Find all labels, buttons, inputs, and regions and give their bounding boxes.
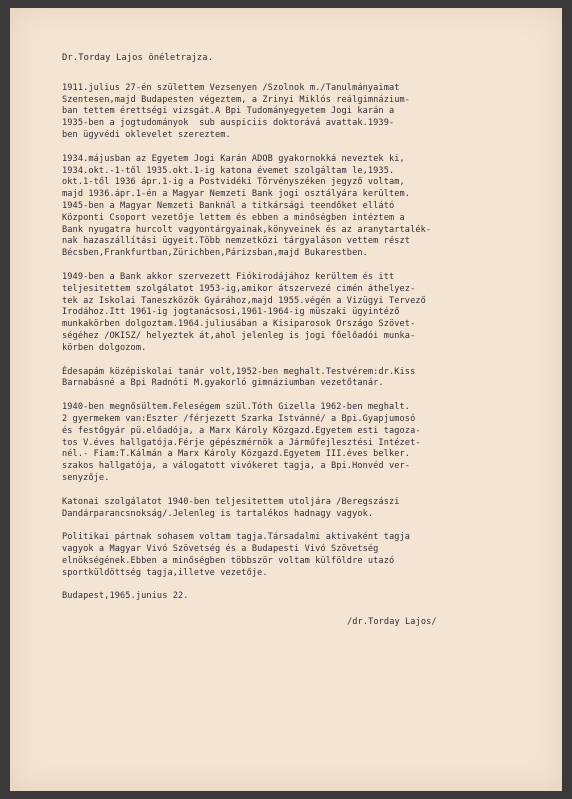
signature: /dr.Torday Lajos/ — [347, 617, 437, 628]
text-line: 1945-ben a Magyar Nemzeti Banknál a titkársági teendőket ellátó — [62, 200, 395, 211]
typewritten-document — [62, 53, 532, 629]
text-line: senyzője. — [62, 472, 110, 483]
text-line: Politikai pártnak sohasem voltam tagja.Társadalmi aktivaként tagja — [62, 532, 411, 543]
text-line: Barnabásné a Bpi Radnóti M.gyakorló gimnáziumban vezetőtanár. — [62, 378, 384, 389]
document-body — [62, 83, 532, 580]
text-line: ségéhez /OKISZ/ helyeztek át,ahol jelenleg is jogi főelőadói munka- — [62, 330, 416, 341]
text-line: 1911.julius 27-én születtem Vezsenyen /Szolnok m./Tanulmányaimat — [62, 82, 400, 93]
paragraph — [62, 272, 532, 355]
text-line: vagyok a Magyar Vivó Szövetség és a Budapesti Vivó Szövetség — [62, 544, 379, 555]
paragraph — [62, 154, 532, 260]
text-line: Központi Csoport vezetője lettem és ebben a minőségben intéztem a — [62, 212, 405, 223]
text-line: Irodához.Itt 1961-ig jogtanácsosi,1961-1964-ig müszaki ügyintéző — [62, 307, 400, 318]
text-line: 2 gyermekem van:Eszter /férjezett Szarka Istvánné/ a Bpi.Gyapjumosó — [62, 413, 416, 424]
text-line: munkakörben dolgoztam.1964.juliusában a Kisiparosok Országo Szövet- — [62, 319, 416, 330]
date-line: Budapest,1965.junius 22. — [62, 591, 189, 602]
text-line: 1949-ben a Bank akkor szervezett Fiókirodájához kerültem és itt — [62, 271, 395, 282]
text-line: sportküldöttség tagja,illetve vezetője. — [62, 567, 268, 578]
text-line: teljesitettem szolgálatot 1953-ig,amikor átszervezé cimén áthelyez- — [62, 283, 416, 294]
text-line: és festőgyár pü.előadója, a Marx Károly Közgazd.Egyetem esti tagoza- — [62, 425, 421, 436]
paragraph — [62, 367, 532, 391]
text-line: tek az Iskolai Taneszközök Gyárához,majd 1955.végén a Vizügyi Tervező — [62, 295, 426, 306]
paragraph — [62, 402, 532, 485]
text-line: nél.- Fiam:T.Kálmán a Marx Károly Közgazd.Egyetem III.éves belker. — [62, 449, 411, 460]
text-line: okt.1-től 1936 ápr.1-ig a Postvidéki Törvényszéken jegyző voltam, — [62, 177, 405, 188]
text-line: Édesapám középiskolai tanár volt,1952-ben meghalt.Testvérem:dr.Kiss — [62, 366, 416, 377]
text-line: 1934.okt.-1-től 1935.okt.1-ig katona évemet szolgáltam le,1935. — [62, 165, 395, 176]
paragraph — [62, 497, 532, 521]
text-line: Dandárparancsnokság/.Jelenleg is tartalékos hadnagy vagyok. — [62, 508, 374, 519]
paragraph — [62, 532, 532, 579]
text-line: 1940-ben megnősültem.Feleségem szül.Tóth Gizella 1962-ben meghalt. — [62, 402, 411, 413]
text-line: körben dolgozom. — [62, 342, 147, 353]
paper-sheet — [10, 8, 562, 791]
text-line: majd 1936.ápr.1-én a Magyar Nemzeti Bank jogi osztályára kerültem. — [62, 189, 411, 200]
text-line: ban tettem érettségi vizsgát.A Bpi Tudományegyetem Jogi karán a — [62, 106, 395, 117]
text-line: Katonai szolgálatot 1940-ben teljesitettem utoljára /Beregszászi — [62, 496, 400, 507]
text-line: Bécsben,Frankfurtban,Zürichben,Párizsban,majd Bukarestben. — [62, 248, 368, 259]
text-line: Szentesen,majd Budapesten végeztem, a Zrinyi Miklós reálgimnázium- — [62, 94, 411, 105]
document-title: Dr.Torday Lajos önéletrajza. — [62, 53, 214, 63]
text-line: szakos hallgatója, a válogatott vivókeret tagja, a Bpi.Honvéd ver- — [62, 461, 411, 472]
text-line: elnökségének.Ebben a minőségben többször voltam külföldre utazó — [62, 555, 395, 566]
text-line: 1935-ben a jogtudományok sub auspiciis doktorává avattak.1939- — [62, 118, 395, 129]
paragraph — [62, 83, 532, 142]
text-line: Bank nyugatra hurcolt vagyontárgyainak,könyveinek és az aranytartalék- — [62, 224, 432, 235]
text-line: nak hazaszállítási ügyeit.Több nemzetközi tárgyaláson vettem részt — [62, 236, 411, 247]
text-line: ben ügyvédi oklevelet szereztem. — [62, 129, 231, 140]
text-line: tos V.éves hallgatója.Férje gépészmérnök a Járműfejlesztési Intézet- — [62, 437, 421, 448]
text-line: 1934.májusban az Egyetem Jogi Karán ADOB gyakornokká neveztek ki, — [62, 153, 405, 164]
